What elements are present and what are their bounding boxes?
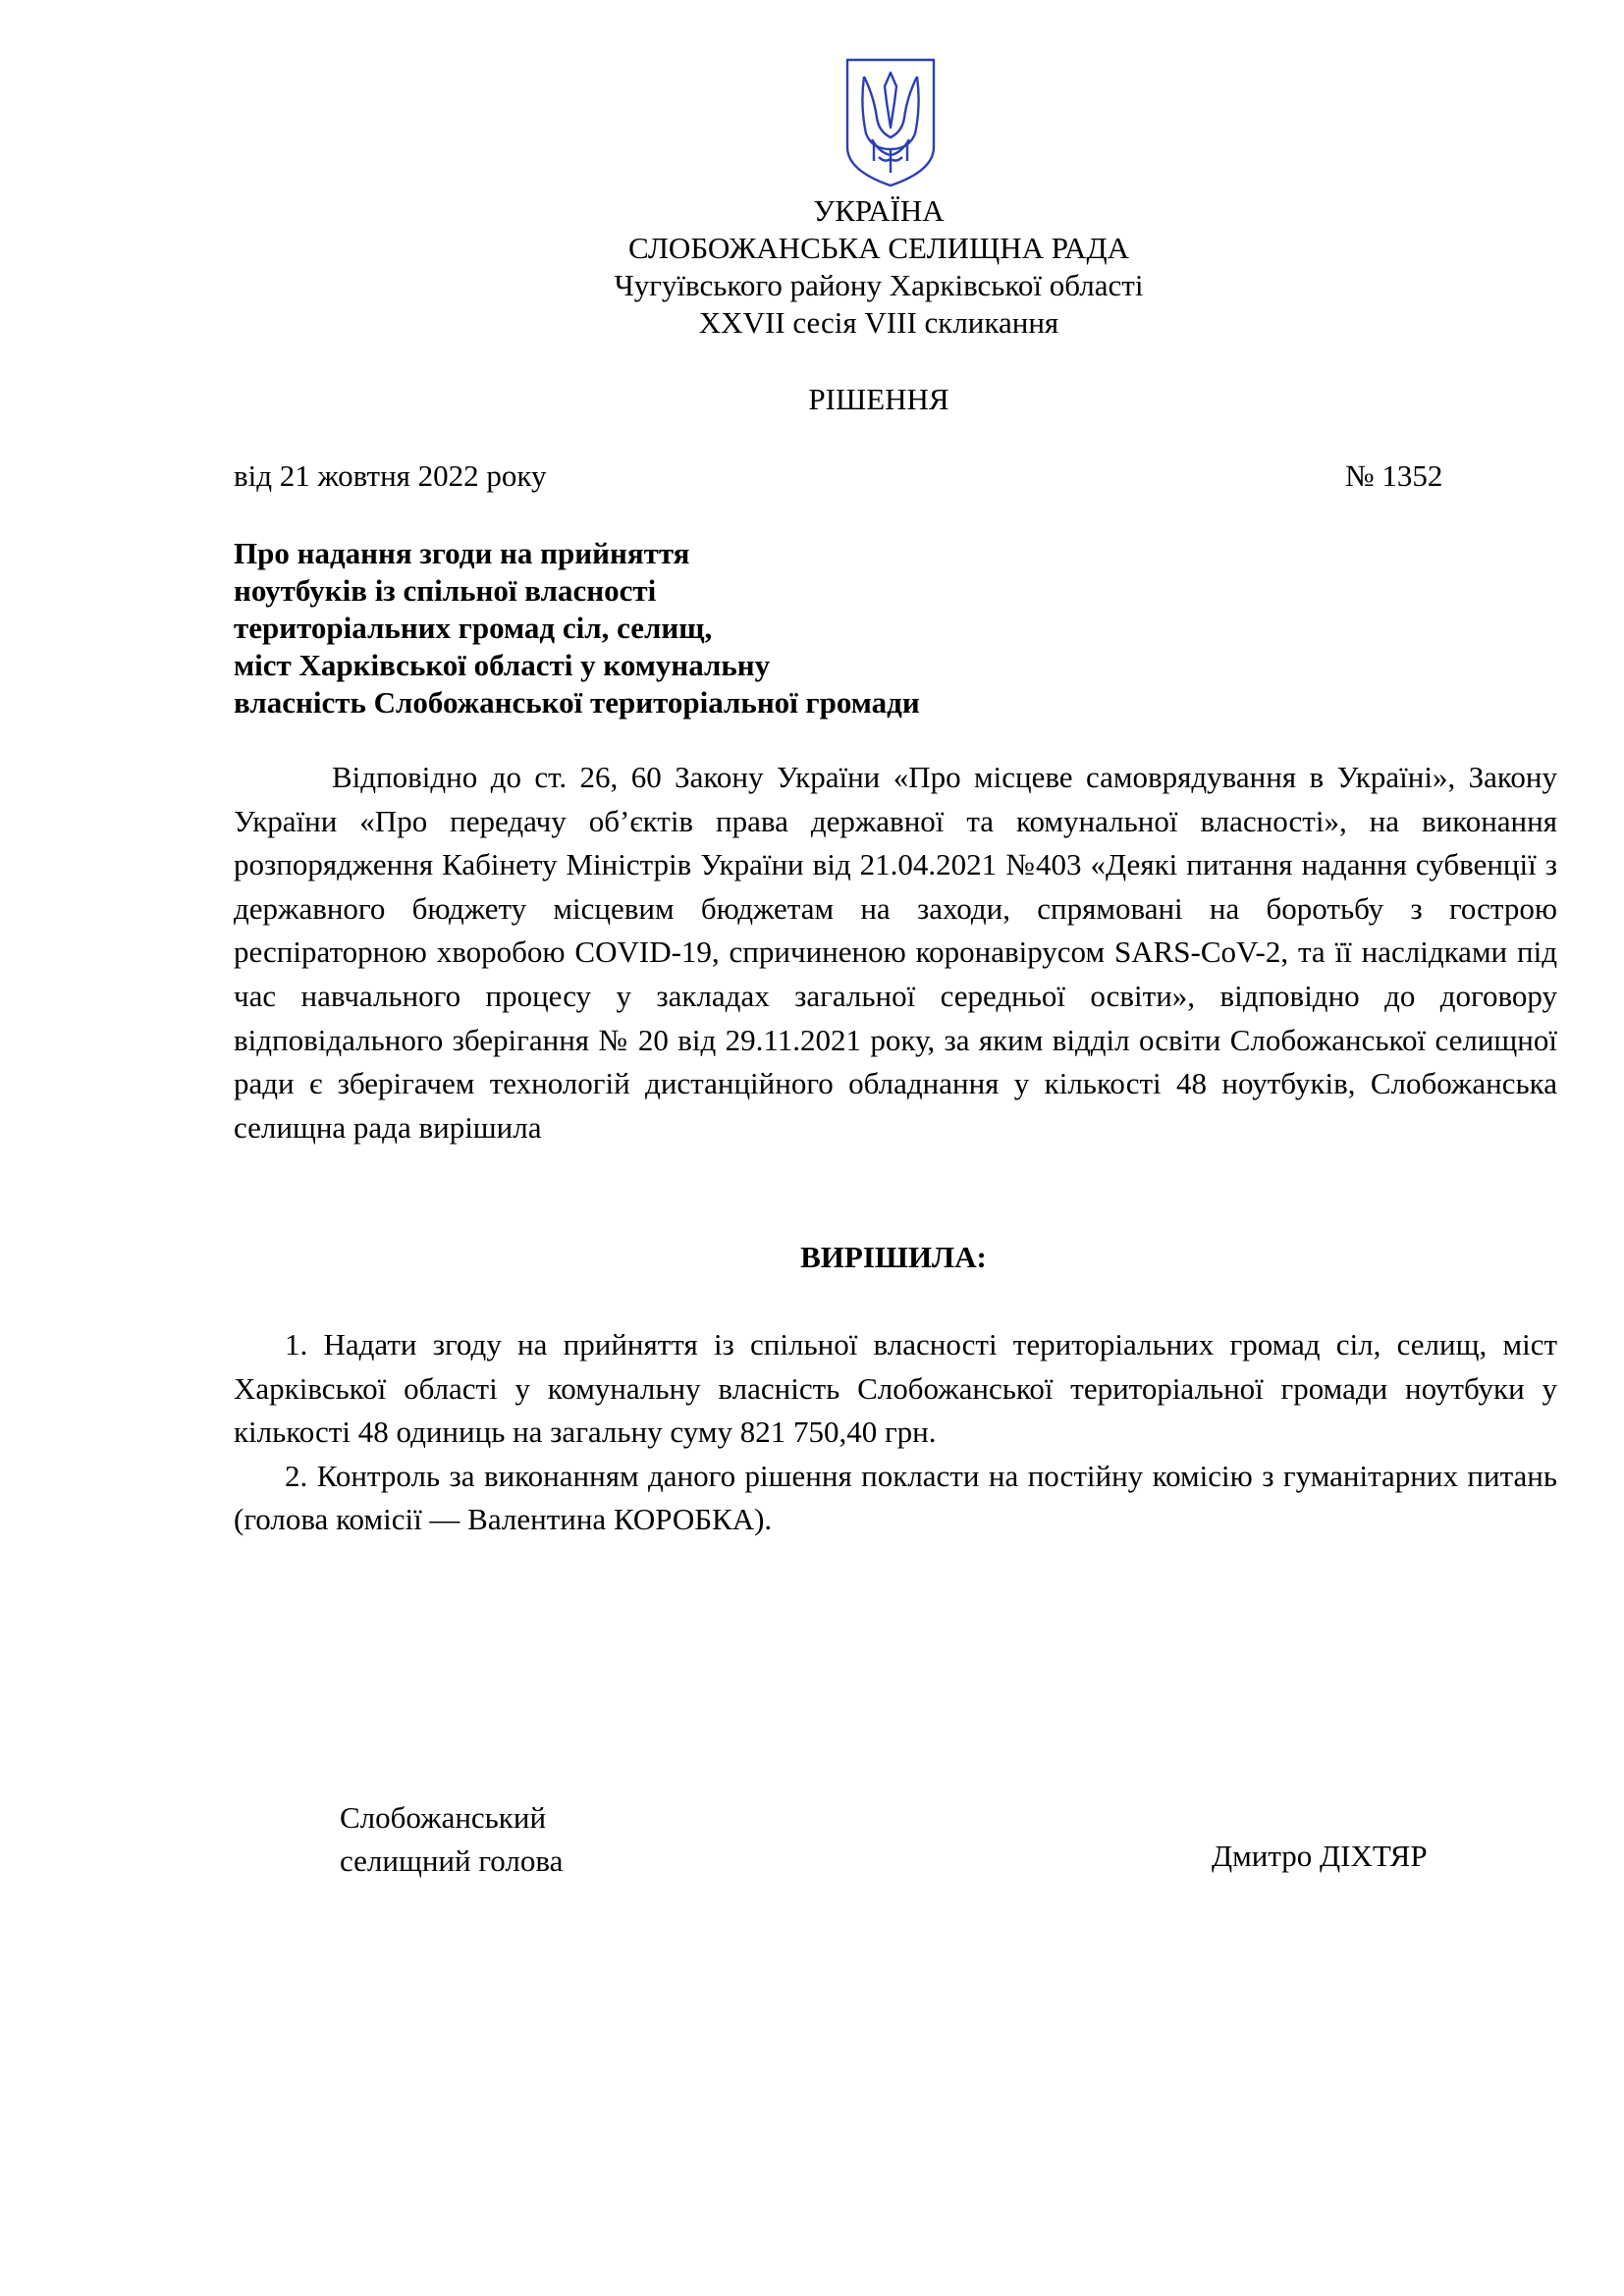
title-line: ноутбуків із спільної власності [234, 573, 657, 608]
signatory-position-line: Слобожанський [340, 1800, 547, 1835]
decided-heading: ВИРІШИЛА: [800, 1240, 987, 1274]
decision-item: 1. Надати згоду на прийняття із спільної власності територіальних громад сіл, селищ, міст Харківської області у комунальну власність Слобожанської територіальної громади ноутбуки у кількості 48 одиниць на загальну суму 821 750,40 грн. [234, 1327, 1557, 1450]
title-line: міст Харківської області у комунальну [234, 648, 771, 682]
preamble-paragraph: Відповідно до ст. 26, 60 Закону України «Про місцеве самоврядування в Україні», Закону України «Про передачу об’єктів права державної та комунальної власності», на виконання розпорядження Кабінету Міністрів України від 21.04.2021 №403 «Деякі питання надання субвенції з державного бюджету місцевим бюджетам на заходи, спрямовані на боротьбу з гострою респіраторною хворобою COVID-19, спричиненою коронавірусом SARS-CoV-2, та її наслідками під час навчального процесу у закладах загальної середньої освіти», відповідно до договору відповідального зберігання № 20 від 29.11.2021 року, за яким відділ освіти Слобожанської селищної ради є зберігачем технологій дистанційного обладнання у кількості 48 ноутбуків, Слобожанська селищна рада вирішила [234, 760, 1557, 1145]
title-line: Про надання згоди на прийняття [234, 536, 690, 570]
header-country: УКРАЇНА [813, 193, 945, 228]
document-number: № 1352 [1345, 458, 1443, 493]
document-date: від 21 жовтня 2022 року [234, 458, 547, 493]
title-line: власність Слобожанської територіальної громади [234, 685, 920, 720]
header-district: Чугуївського району Харківської області [614, 268, 1144, 302]
header-council: СЛОБОЖАНСЬКА СЕЛИЩНА РАДА [628, 231, 1129, 265]
document-title [234, 535, 1019, 721]
title-line: територіальних громад сіл, селищ, [234, 611, 713, 645]
document-type: РІШЕННЯ [808, 382, 949, 416]
signatory-position [340, 1796, 563, 1883]
decision-item: 2. Контроль за виконанням даного рішення покласти на постійну комісію з гуманітарних питань (голова комісії — Валентина КОРОБКА). [234, 1458, 1557, 1537]
coat-of-arms-icon [844, 57, 937, 188]
decision-items [234, 1323, 1557, 1542]
signatory-name: Дмитро ДІХТЯР [1212, 1839, 1428, 1873]
signatory-position-line: селищний голова [340, 1843, 564, 1878]
header-session: XXVII сесія VIII скликання [698, 305, 1059, 340]
